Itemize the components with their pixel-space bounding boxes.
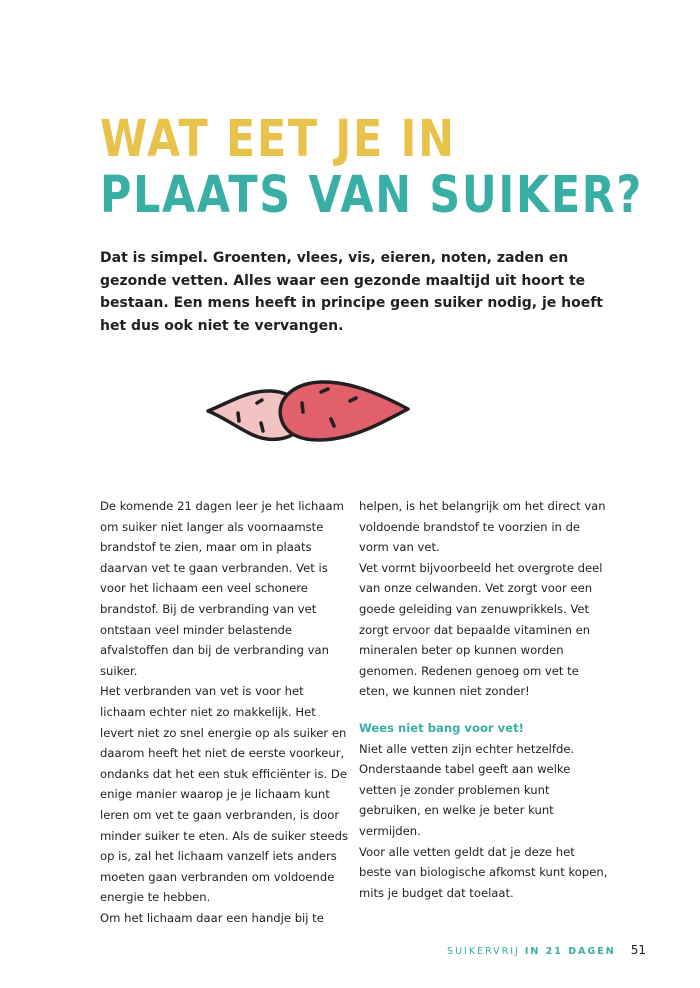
right-column [359, 496, 609, 903]
page-footer [447, 943, 646, 957]
body-paragraph: Het verbranden van vet is voor het lichaam echter niet zo makkelijk. Het levert niet zo snel energie op als suiker en daarom heeft het niet de eerste voorkeur, ondanks dat het een stuk efficiënter is. De enige manier waarop je je lichaam kunt leren om vet te gaan verbranden, is door minder suiker te eten. Als de suiker steeds op is, zal het lichaam vanzelf iets anders moeten gaan verbranden om voldoende energie te hebben. [100, 684, 348, 905]
page-title-line2: PLAATS VAN SUIKER? [100, 166, 643, 225]
body-paragraph: Voor alle vetten geldt dat je deze het beste van biologische afkomst kunt kopen, mits je budget dat toelaat. [359, 844, 608, 900]
sweet-potato-icon [203, 373, 413, 448]
footer-brand: SUIKERVRIJ [447, 946, 520, 957]
page-title [100, 112, 643, 224]
footer-brand-bold: IN 21 DAGEN [524, 946, 616, 957]
body-paragraph: De komende 21 dagen leer je het lichaam om suiker niet langer als voornaamste brandstof te zien, maar om in plaats daarvan vet te gaan verbranden. Vet is voor het lichaam een veel schonere brandstof. Bij de verbranding van vet ontstaan veel minder belastende afvalstoffen dan bij de verbranding van suiker. [100, 499, 344, 678]
body-paragraph: Niet alle vetten zijn echter hetzelfde. Onderstaande tabel geeft aan welke vetten je zonder problemen kunt gebruiken, en welke je beter kunt vermijden. [359, 741, 575, 838]
intro-paragraph: Dat is simpel. Groenten, vlees, vis, eieren, noten, zaden en gezonde vetten. Alles waar een gezonde maaltijd uit hoort te bestaan. Een mens heeft in principe geen suiker nodig, je hoeft het dus ook niet te vervangen. [100, 250, 603, 334]
left-column [100, 496, 350, 928]
body-paragraph: helpen, is het belangrijk om het direct van voldoende brandstof te voorzien in de vorm van vet. [359, 499, 606, 555]
body-paragraph: Vet vormt bijvoorbeeld het overgrote deel van onze celwanden. Vet zorgt voor een goede geleiding van zenuwprikkels. Vet zorgt ervoor dat bepaalde vitaminen en mineralen beter op kunnen worden genomen. Redenen genoeg om vet te eten, we kunnen niet zonder! [359, 560, 603, 699]
page-title-line1: WAT EET JE IN [100, 110, 456, 169]
body-paragraph: Om het lichaam daar een handje bij te [100, 910, 324, 925]
dark-potato [280, 382, 408, 440]
page-number: 51 [630, 943, 646, 957]
section-subheading: Wees niet bang voor vet! [359, 720, 524, 735]
